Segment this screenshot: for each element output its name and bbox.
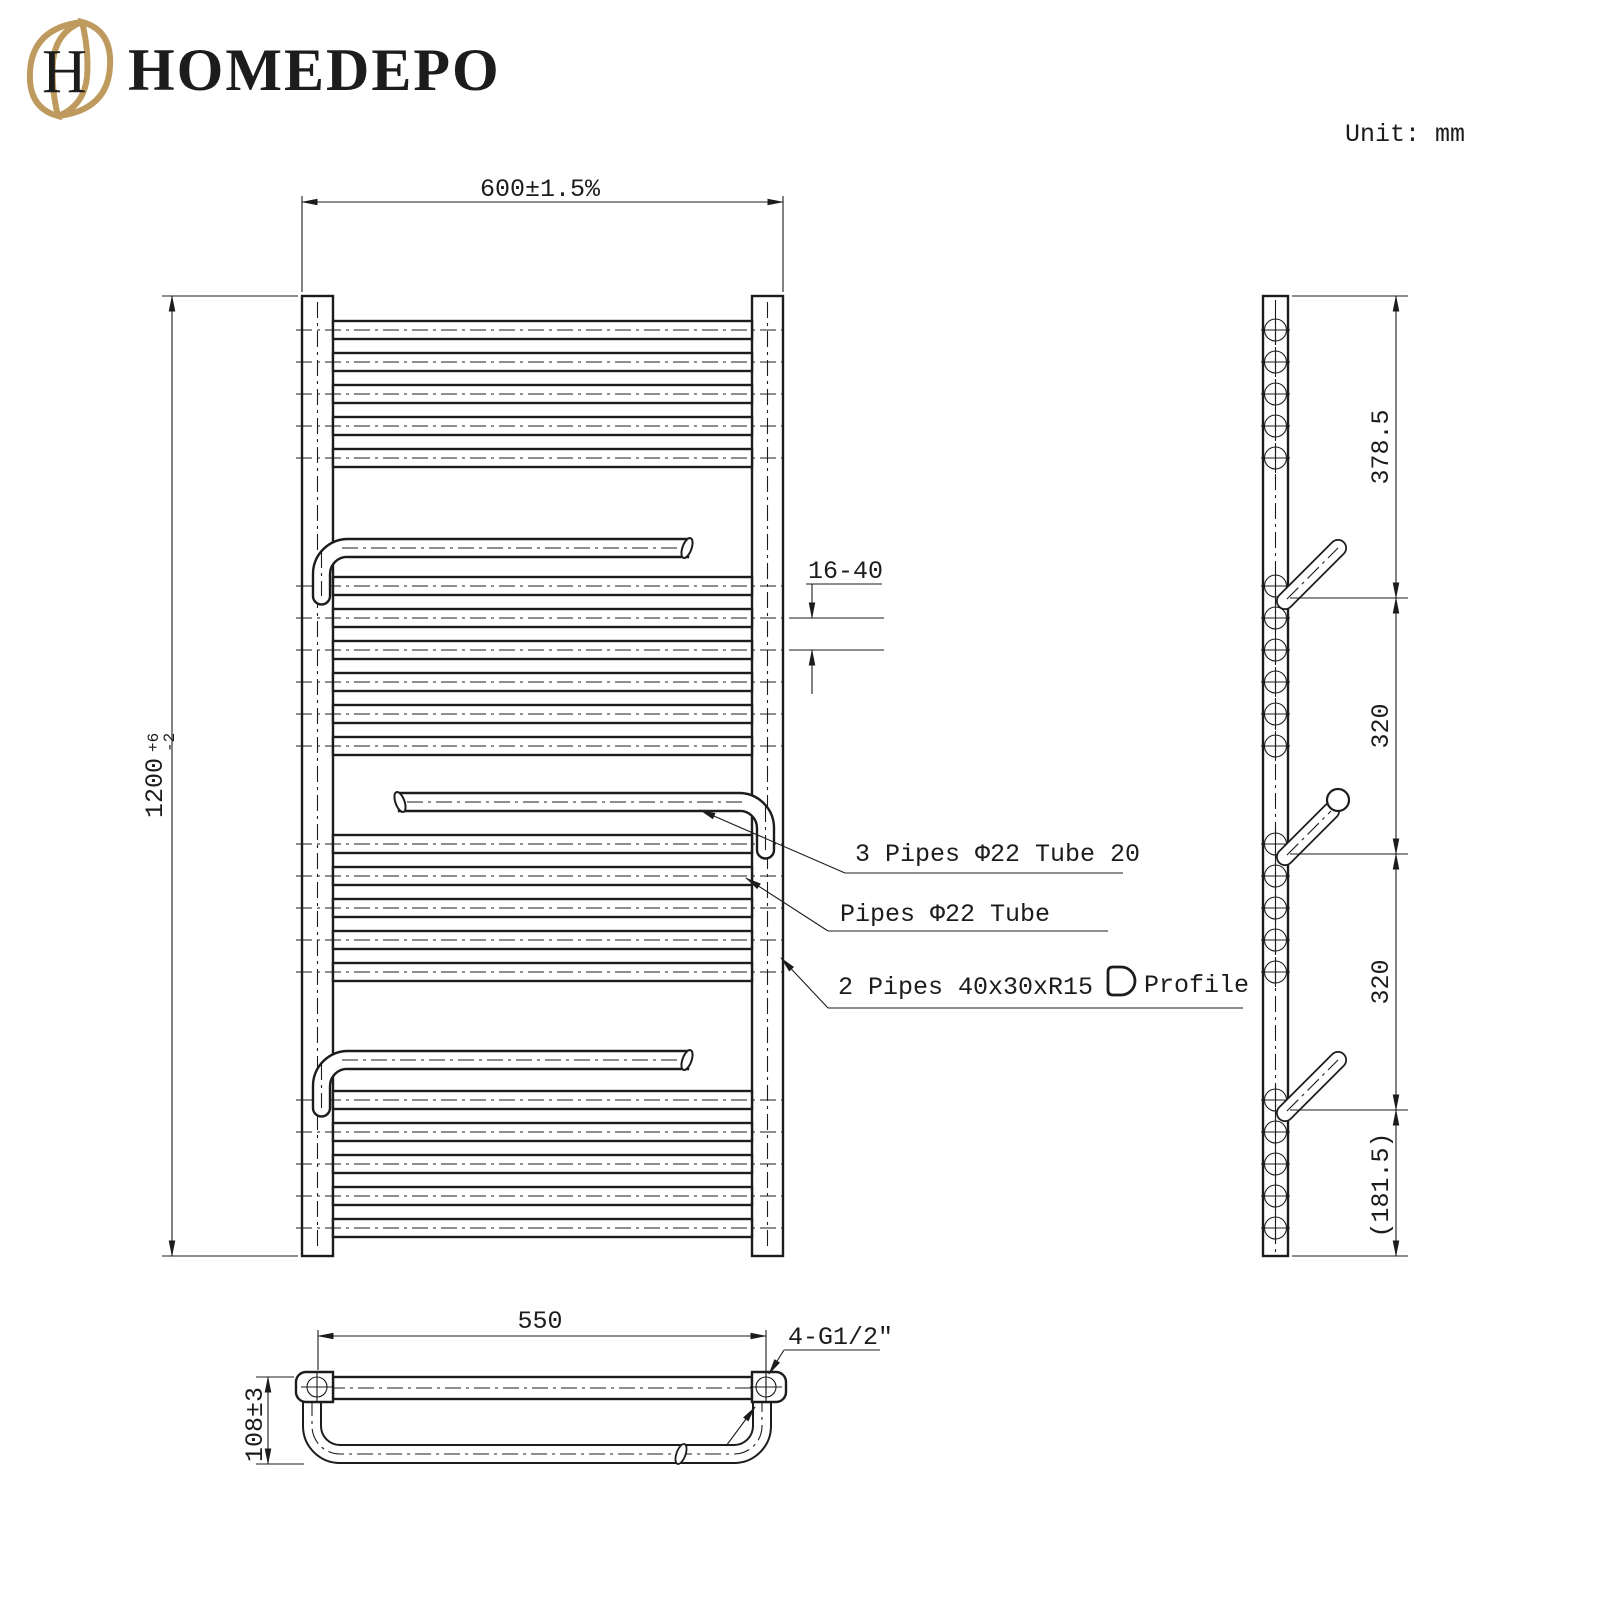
label-rungs-text: Pipes Φ22 Tube: [840, 900, 1051, 929]
label-hooks-text: 3 Pipes Φ22 Tube 20: [855, 840, 1141, 869]
side-hook-centerline: [1287, 548, 1338, 599]
dim-side-seg4: (181.5): [1367, 1132, 1396, 1238]
label-thread-text: 4-G1/2″: [788, 1323, 894, 1352]
label-rails-text: 2 Pipes 40x30xR15: [838, 973, 1094, 1002]
dim-height-tol-down: -2: [161, 732, 179, 752]
side-view: [1261, 296, 1349, 1256]
side-hooks: [1285, 548, 1349, 1113]
label-profile: [1108, 967, 1249, 1000]
dim-height-1200: [141, 296, 298, 1256]
side-hook-centerline: [1287, 1060, 1338, 1111]
side-hook-end-circle: [1327, 789, 1349, 811]
dim-bottom-depth-text: 108±3: [241, 1386, 270, 1462]
label-rungs: [746, 878, 1108, 931]
dim-side-seg1: 378.5: [1367, 409, 1396, 485]
dim-width-text: 600±1.5%: [479, 175, 601, 204]
brand-logo-icon: [30, 22, 110, 116]
dim-rung-gap-text: 16-40: [808, 557, 884, 586]
dim-bottom-108: [241, 1377, 304, 1464]
dim-height-tol-up: +6: [145, 732, 163, 752]
dim-height-text: 1200: [141, 757, 170, 818]
top-view-hook-tube: [312, 1400, 762, 1454]
brand-logo: [30, 22, 501, 116]
profile-section-icon: [1108, 967, 1135, 995]
unit-note: Unit: mm: [1345, 120, 1466, 149]
dim-side-seg2: 320: [1367, 703, 1396, 749]
side-hook-centerline: [1287, 811, 1331, 855]
top-view: [296, 1371, 786, 1465]
dim-rung-gap: [789, 557, 884, 694]
label-profile-text: Profile: [1144, 971, 1250, 1000]
brand-wordmark: HOMEDEPO: [128, 37, 501, 103]
dim-bottom-width-text: 550: [517, 1307, 563, 1336]
dim-width-600: [302, 175, 783, 292]
logo-h-glyph: H: [42, 38, 87, 106]
front-view: [296, 296, 789, 1256]
dim-side-seg3: 320: [1367, 959, 1396, 1005]
dim-side-chain: [1290, 296, 1408, 1256]
